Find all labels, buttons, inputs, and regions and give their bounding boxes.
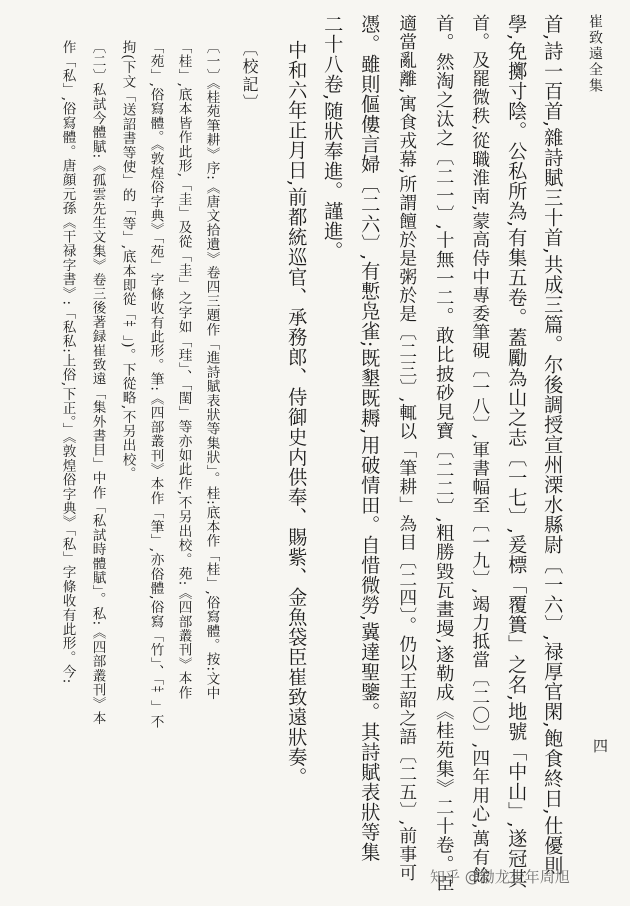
main-text-line: 首,詩一百首,雜詩賦三十首,共成三篇。尔後調授宣州溧水縣尉〔一六〕,禄厚官閑,飽食終日,仕優則 (541, 14, 565, 876)
note-line: 〔二〕私試今體賦:《孤雲先生文集》卷三後著録崔致遠「集外書目」中作「私試時體賦」。私:《四部叢刊》本 (89, 40, 106, 726)
note-line: 拘(下文「送詔書等使」的「等」,底本即從「艹」)。下從略,不另出校。 (119, 40, 136, 481)
main-text-line: 適當亂離,寓食戎幕,所謂饘於是粥於是〔二三〕,輒以「筆耕」為目〔二四〕。仍以王韶之語〔二五〕,前事可 (396, 14, 417, 882)
note-line: 「苑」,俗寫體。《敦煌俗字典》「苑」字條收有此形。筆:《四部叢刊》本作「筆」,亦俗體,俗寫「竹」、「艹」不 (147, 40, 164, 729)
main-text-line: 首。及罷微秩,從職淮南,蒙高侍中專委筆硯〔一八〕,軍書幅至〔一九〕,竭力抵當〔二〇〕,四年用心,萬有餘 (469, 14, 490, 886)
main-text-line: 學,免擲寸陰。公私所為,有集五卷。蓋勵為山之志〔一七〕,爰標「覆簣」之名,地號「中山」,遂冠其 (505, 14, 529, 889)
note-line: 「桂」,底本皆作此形,「圭」及從「圭」之字如「珪」、「閨」等亦如此作,不另出校。苑:《四部叢刊》本作 (175, 40, 192, 700)
main-text-line: 二十八卷,随狀奉進。謹進。 (321, 14, 345, 261)
main-text-line: 中和六年正月日,前都統巡官、承務郎、侍御史内供奉、賜紫、金魚袋臣崔致遠狀奏。 (285, 40, 309, 787)
note-line: 〔一〕《桂苑筆耕》序:《唐文拾遺》卷四三題作「進詩賦表狀等集狀」。桂:底本作「桂」,俗寫體。按:文中 (203, 40, 220, 701)
main-text-line: 首。然淘之汰之〔二一〕,十無一二。敢比披砂見寶〔二二〕,粗勝毀瓦畫墁,遂勒成《桂苑集》二十卷。臣 (433, 14, 455, 893)
note-line: 作「私」,俗寫體。唐顔元孫《干禄字書》:「私私:上俗,下正。」《敦煌俗字典》「私」字條收有此形。今: (59, 40, 76, 684)
running-title: 崔致遠全集 (587, 14, 603, 94)
main-text-line: 憑。雖則傴僂言婦〔二六〕,有慙凫雀;既墾既耨,用破情田。自惜微勞,冀達聖鑒。其詩賦表狀等集 (358, 14, 382, 862)
notes-heading: 〔校記〕 (240, 40, 259, 112)
page-number: 四 (591, 738, 609, 753)
watermark: 知乎 @渤龙少年周旭 (430, 868, 570, 886)
